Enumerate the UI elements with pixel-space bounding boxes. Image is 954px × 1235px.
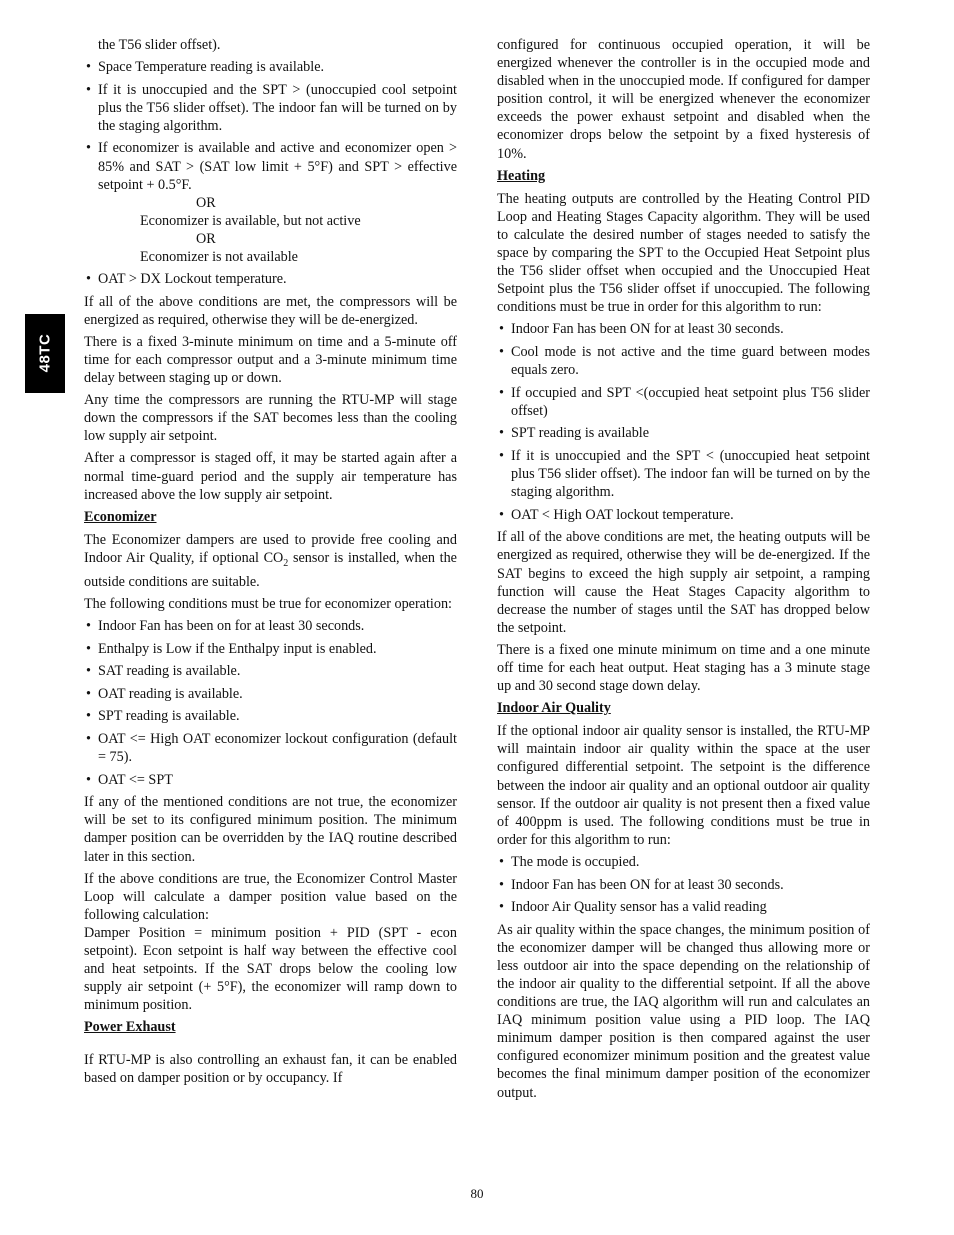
- section-heading-power-exhaust: Power Exhaust: [84, 1019, 176, 1036]
- paragraph: The heating outputs are controlled by the Heating Control PID Loop and Heating Stages Capacity algorithm. They will be used to calculate the desired number of stages needed to satisfy the space by comparing the SPT to the Occupied Heat Setpoint plus the T56 slider offset when occupied and the Unoccupied Heat Setpoint plus the T56 slider offset if unoccupied. The following conditions must be true in order for this algorithm to run:: [497, 190, 870, 316]
- alternative-condition: Economizer is available, but not active: [140, 212, 361, 229]
- list-item: • Indoor Fan has been ON for at least 30 seconds.: [497, 876, 870, 894]
- list-item: • SPT reading is available: [497, 424, 870, 442]
- cooling-conditions-list: [84, 58, 457, 194]
- page-number: 80: [470, 1186, 484, 1201]
- paragraph: [84, 531, 457, 591]
- paragraph: configured for continuous occupied operation, it will be energized whenever the controller is in the occupied mode and disabled when in the unoccupied mode. If configured for damper position control, it will be energized whenever the economizer exceeds the power exhaust setpoint and disabled when the economizer drops below the setpoint by a fixed hysteresis of 10%.: [497, 37, 870, 162]
- list-item: • OAT <= SPT: [84, 771, 457, 789]
- paragraph: If the optional indoor air quality sensor is installed, the RTU-MP will maintain indoor air quality within the space at the user configured differential setpoint. The setpoint is the difference between the indoor air quality and an optional outdoor air quality sensor. If the outdoor air quality is not present then a fixed value of 400ppm is used. The following conditions must be true in order for this algorithm to run:: [497, 723, 870, 848]
- list-item: • SPT reading is available.: [84, 707, 457, 725]
- list-item: • If occupied and SPT <(occupied heat setpoint plus T56 slider offset): [497, 384, 870, 420]
- iaq-conditions-list: [497, 853, 870, 916]
- econ-intro-text-cont: sensor is installed, when the outside conditions are suitable.: [84, 549, 457, 590]
- list-item: • If it is unoccupied and the SPT < (unoccupied heat setpoint plus T56 slider offset). The indoor fan will be turned on by the staging algorithm.: [497, 447, 870, 501]
- paragraph: If all of the above conditions are met, the compressors will be energized as required, otherwise they will be de-energized.: [84, 293, 457, 328]
- list-item: • Cool mode is not active and the time guard between modes equals zero.: [497, 343, 870, 379]
- list-item: • OAT > DX Lockout temperature.: [84, 270, 457, 288]
- econ-intro-text: The Economizer dampers are used to provide free cooling and Indoor Air Quality, if optional CO: [84, 531, 457, 566]
- right-column: [497, 36, 870, 1106]
- side-tab-label: 48TC: [35, 334, 53, 373]
- heating-conditions-list: [497, 320, 870, 523]
- paragraph: There is a fixed 3-minute minimum on time and a 5-minute off time for each compressor output and a 3-minute minimum time delay between staging up or down.: [84, 333, 457, 387]
- or-alternatives: [84, 194, 457, 266]
- economizer-conditions-list: [84, 617, 457, 789]
- list-item: • SAT reading is available.: [84, 662, 457, 680]
- oat-condition-list: [84, 270, 457, 288]
- subscript: 2: [283, 557, 289, 569]
- list-item: • Enthalpy is Low if the Enthalpy input is enabled.: [84, 640, 457, 658]
- list-item: • The mode is occupied.: [497, 853, 870, 871]
- list-item: • If economizer is available and active and economizer open > 85% and SAT > (SAT low limit + 5°F) and SPT > effective setpoint + 0.5°F.: [84, 139, 457, 193]
- alternative-condition: Economizer is not available: [140, 249, 298, 266]
- list-item: • OAT < High OAT lockout temperature.: [497, 506, 870, 524]
- paragraph: Any time the compressors are running the RTU-MP will stage down the compressors if the SAT becomes less than the cooling low supply air setpoint.: [84, 392, 457, 445]
- list-item: • If it is unoccupied and the SPT > (unoccupied cool setpoint plus the T56 slider offset). The indoor fan will be turned on by the staging algorithm.: [84, 81, 457, 135]
- list-item: • OAT <= High OAT economizer lockout configuration (default = 75).: [84, 730, 457, 766]
- or-separator: OR: [196, 194, 216, 211]
- list-item: • Space Temperature reading is available.: [84, 58, 457, 76]
- paragraph: The following conditions must be true for economizer operation:: [84, 595, 452, 612]
- paragraph: If all of the above conditions are met, the heating outputs will be energized as required, otherwise they will be de-energized. If the SAT begins to exceed the high supply air setpoint, a ramping function will cause the Heat Stages Capacity algorithm to decrease the number of stages until the SAT has dropped below the setpoint.: [497, 529, 870, 636]
- continued-bullet-text: the T56 slider offset).: [98, 37, 221, 53]
- or-separator: OR: [196, 230, 216, 247]
- list-item: • Indoor Fan has been on for at least 30 seconds.: [84, 617, 457, 635]
- section-side-tab: [25, 314, 65, 393]
- list-item: • OAT reading is available.: [84, 685, 457, 703]
- paragraph: If any of the mentioned conditions are not true, the economizer will be set to its configured minimum position. The minimum damper position can be overridden by the IAQ routine described later in this section.: [84, 794, 457, 865]
- paragraph: As air quality within the space changes, the minimum position of the economizer damper will be changed thus allowing more or less outdoor air into the space depending on the relationship of the indoor air quality to the differential setpoint. If all the above conditions are true, the IAQ algorithm will run and calculates an IAQ minimum position value using a PID loop. The IAQ minimum damper position is then compared against the user configured economizer minimum position and the greatest value becomes the final minimum damper position of the economizer output.: [497, 921, 870, 1101]
- section-heading-heating: Heating: [497, 167, 546, 184]
- section-heading-indoor-air-quality: Indoor Air Quality: [497, 700, 611, 717]
- paragraph: Damper Position = minimum position + PID (SPT - econ setpoint). Econ setpoint is half way between the effective cool and heat setpoints. If the SAT drops below the cooling low supply air setpoint (+ 5°F), the economizer will ramp down to minimum position.: [84, 924, 457, 1014]
- list-item: • Indoor Fan has been ON for at least 30 seconds.: [497, 320, 870, 338]
- paragraph: If the above conditions are true, the Economizer Control Master Loop will calculate a damper position value based on the following calculation:: [84, 870, 457, 923]
- left-column: [84, 36, 457, 1091]
- paragraph: After a compressor is staged off, it may be started again after a normal time-guard period and the supply air temperature has increased above the low supply air setpoint.: [84, 450, 457, 503]
- paragraph: If RTU-MP is also controlling an exhaust fan, it can be enabled based on damper position or by occupancy. If: [84, 1051, 457, 1086]
- section-heading-economizer: Economizer: [84, 508, 157, 525]
- list-item: • Indoor Air Quality sensor has a valid reading: [497, 898, 870, 916]
- paragraph: There is a fixed one minute minimum on time and a one minute off time for each heat output. Heat staging has a 3 minute stage up and 30 second stage down delay.: [497, 641, 870, 695]
